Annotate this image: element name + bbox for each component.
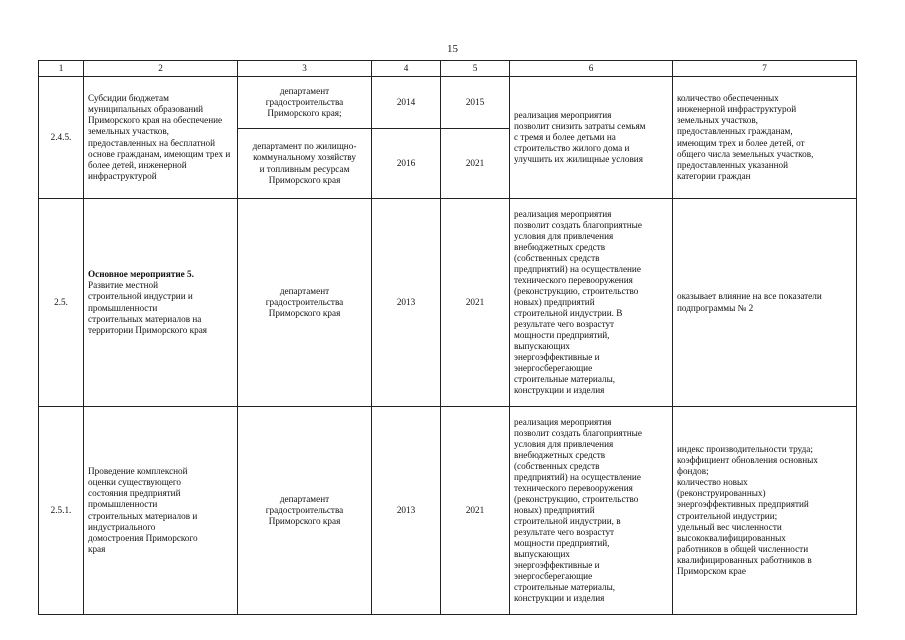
row-number: 2.5.1. <box>39 407 84 615</box>
indicators: индекс производительности труда; коэффициент обновления основных фондов; количество новых (реконструированных) энергоэффективных предприятий строительной индустрии; удельный вес численности высококвалифицированных работников в общей численности квалифицированных работников в Приморском крае <box>673 407 857 615</box>
column-header: 2 <box>84 61 238 77</box>
column-header: 1 <box>39 61 84 77</box>
measure-title: Основное мероприятие 5. <box>88 269 194 280</box>
measure-name: Субсидии бюджетам муниципальных образований Приморского края на обеспечение земельных участков, предоставленных на бесплатной основе гражданам, имеющим трех и более детей, инженерной инфраструктурой <box>84 77 238 199</box>
executor: департамент по жилищно- коммунальному хозяйству и топливным ресурсам Приморского края <box>238 129 372 199</box>
row-number: 2.5. <box>39 199 84 407</box>
start-year: 2013 <box>372 199 441 407</box>
page-number: 15 <box>447 43 458 55</box>
start-year: 2013 <box>372 407 441 615</box>
start-year: 2016 <box>372 129 441 199</box>
program-measures-table <box>38 60 857 615</box>
measure-name-cell <box>84 199 238 407</box>
row-number: 2.4.5. <box>39 77 84 199</box>
expected-result: реализация мероприятия позволит снизить затраты семьям с тремя и более детьми на строительство жилого дома и улучшить их жилищные условия <box>510 77 673 199</box>
start-year: 2014 <box>372 77 441 129</box>
end-year: 2021 <box>441 129 510 199</box>
table-row <box>39 77 857 129</box>
table-row <box>39 407 857 615</box>
column-header-row <box>39 61 857 77</box>
measure-name: Проведение комплексной оценки существующего состояния предприятий промышленности строительных материалов и индустриального домостроения Приморского края <box>84 407 238 615</box>
measure-name: Развитие местной строительной индустрии и промышленности строительных материалов на территории Приморского края <box>88 280 208 335</box>
column-header: 3 <box>238 61 372 77</box>
column-header: 4 <box>372 61 441 77</box>
indicators: количество обеспеченных инженерной инфраструктурой земельных участков, предоставленных гражданам, имеющим трех и более детей, от общего числа земельных участков, предоставленных указанной категории граждан <box>673 77 857 199</box>
executor: департамент градостроительства Приморского края <box>238 407 372 615</box>
executor: департамент градостроительства Приморского края <box>238 199 372 407</box>
end-year: 2021 <box>441 199 510 407</box>
column-header: 6 <box>510 61 673 77</box>
end-year: 2015 <box>441 77 510 129</box>
column-header: 7 <box>673 61 857 77</box>
indicators: оказывает влияние на все показатели подпрограммы № 2 <box>673 199 857 407</box>
expected-result: реализация мероприятия позволит создать благоприятные условия для привлечения внебюджетных средств (собственных средств предприятий) на осуществление технического перевооружения (реконструкцию, строительство новых) предприятий строительной индустрии, в результате чего возрастут мощности предприятий, выпускающих энергоэффективные и энергосберегающие строительные материалы, конструкции и изделия <box>510 407 673 615</box>
executor: департамент градостроительства Приморского края; <box>238 77 372 129</box>
column-header: 5 <box>441 61 510 77</box>
expected-result: реализация мероприятия позволит создать благоприятные условия для привлечения внебюджетных средств (собственных средств предприятий) на осуществление технического перевооружения (реконструкцию, строительство новых) предприятий строительной индустрии. В результате чего возрастут мощности предприятий, выпускающих энергоэффективные и энергосберегающие строительные материалы, конструкции и изделия <box>510 199 673 407</box>
end-year: 2021 <box>441 407 510 615</box>
table-row <box>39 199 857 407</box>
